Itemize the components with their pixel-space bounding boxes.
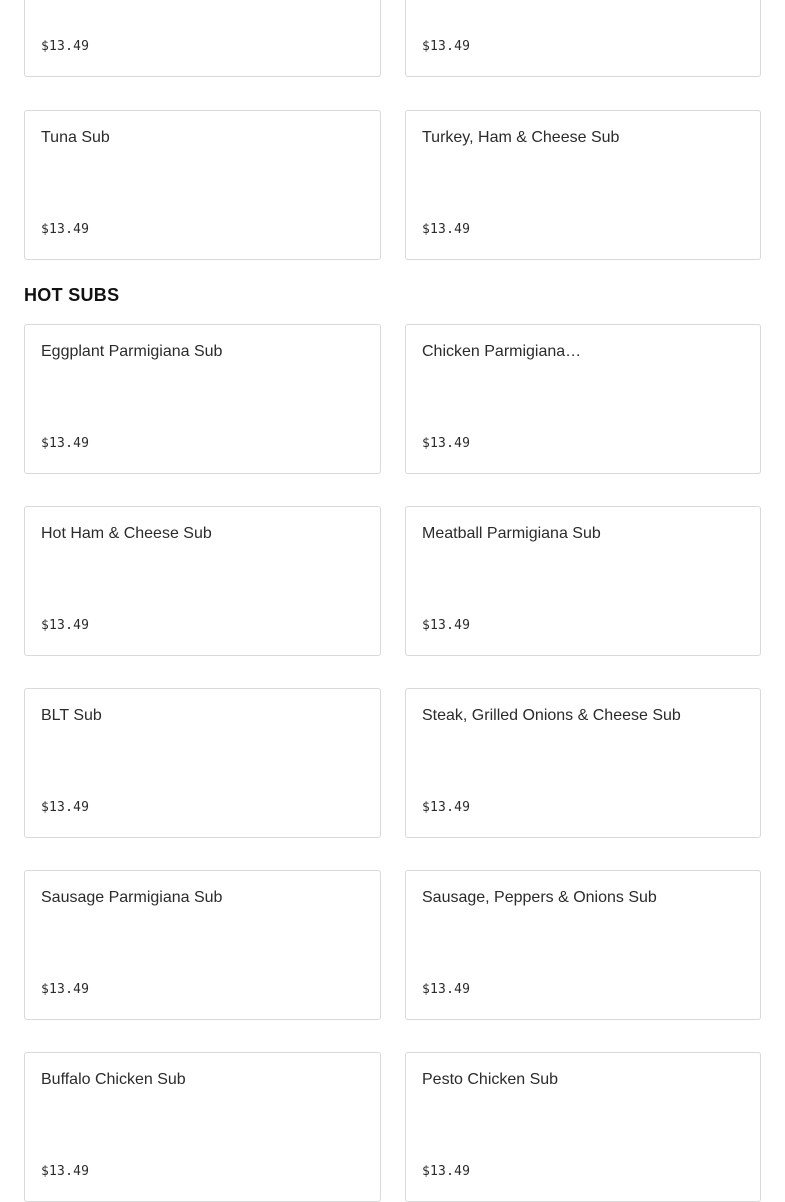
- menu-item-price: $13.49: [41, 436, 90, 451]
- menu-item-card[interactable]: [405, 324, 761, 474]
- menu-item-price: $13.49: [41, 618, 90, 633]
- menu-item-card[interactable]: [24, 870, 381, 1020]
- menu-item-price: $13.49: [41, 1164, 90, 1179]
- menu-item-price: $13.49: [422, 436, 471, 451]
- section-title-hot-subs: HOT SUBS: [24, 285, 120, 305]
- menu-item-price: $13.49: [422, 982, 471, 997]
- menu-item-card[interactable]: [24, 506, 381, 656]
- menu-item-price: $13.49: [41, 800, 90, 815]
- menu-item-card[interactable]: [24, 110, 381, 260]
- menu-item-name: Eggplant Parmigiana Sub: [41, 343, 223, 360]
- menu-item-card[interactable]: [405, 110, 761, 260]
- menu-item-name: Sausage Parmigiana Sub: [41, 889, 223, 906]
- menu-item-name: Tuna Sub: [41, 129, 110, 146]
- menu-item-price: $13.49: [422, 1164, 471, 1179]
- menu-item-price: $13.49: [41, 982, 90, 997]
- menu-item-price: $13.49: [422, 222, 471, 237]
- menu-item-price: $13.49: [41, 222, 90, 237]
- menu-item-name: Steak, Grilled Onions & Cheese Sub: [422, 707, 681, 724]
- menu-item-card[interactable]: [24, 688, 381, 838]
- menu-item-card[interactable]: [405, 0, 761, 77]
- menu-item-price: $13.49: [422, 800, 471, 815]
- menu-item-name: Buffalo Chicken Sub: [41, 1071, 186, 1088]
- menu-item-name: Chicken Parmigiana…: [422, 343, 582, 360]
- menu-item-card[interactable]: [24, 0, 381, 77]
- menu-item-name: Pesto Chicken Sub: [422, 1071, 559, 1088]
- menu-item-card[interactable]: [405, 870, 761, 1020]
- menu-item-card[interactable]: [405, 1052, 761, 1202]
- menu-item-price: $13.49: [41, 39, 90, 54]
- menu-item-name: Meatball Parmigiana Sub: [422, 525, 601, 542]
- menu-item-card[interactable]: [24, 324, 381, 474]
- menu-item-card[interactable]: [24, 1052, 381, 1202]
- menu-item-card[interactable]: [405, 688, 761, 838]
- menu-item-price: $13.49: [422, 618, 471, 633]
- menu-item-name: Hot Ham & Cheese Sub: [41, 525, 212, 542]
- menu-item-card[interactable]: [405, 506, 761, 656]
- menu-item-name: BLT Sub: [41, 707, 102, 724]
- menu-item-price: $13.49: [422, 39, 471, 54]
- menu-item-name: Turkey, Ham & Cheese Sub: [422, 129, 620, 146]
- menu-item-name: Sausage, Peppers & Onions Sub: [422, 889, 657, 906]
